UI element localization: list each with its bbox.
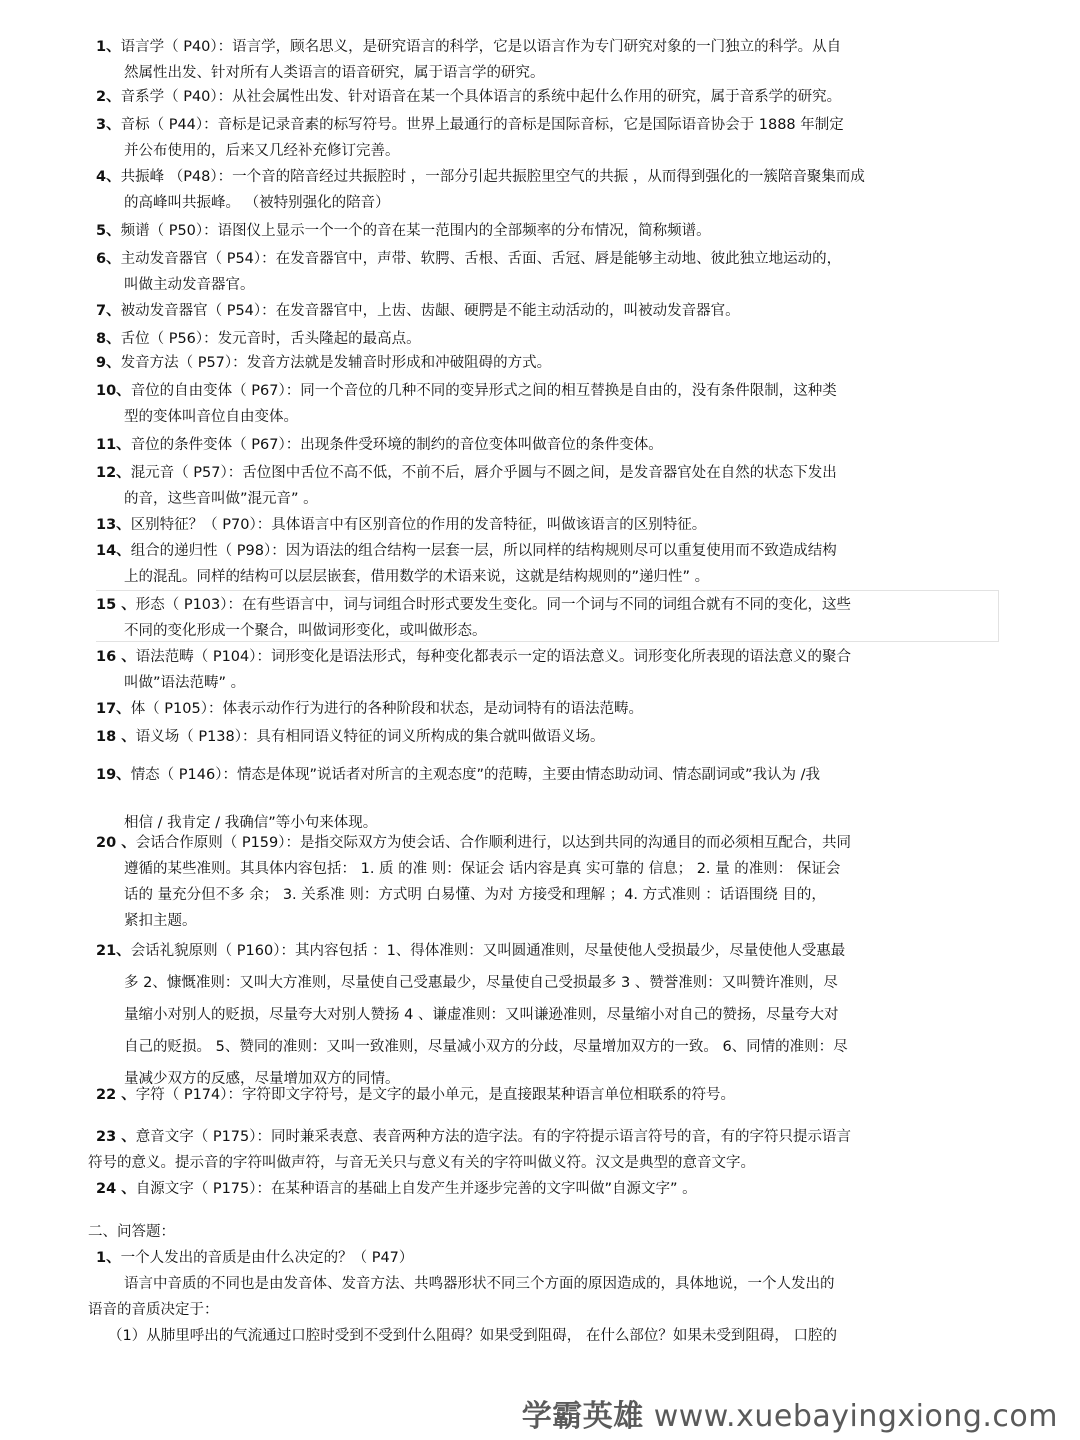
entry-continuation-line: 话的 量充分但不多 余； 3. 关系准 则：方式明 白易懂、为对 方接受和理解 ；4. 方式准则 ：话语围绕 目的，	[124, 887, 826, 903]
entry-text: 音位的自由变体（ P67）：同一个音位的几种不同的变异形式之间的相互替换是自由的，没有条件限制，这种类	[130, 383, 837, 399]
definition-entry	[96, 350, 1001, 376]
entry-number: 13、	[96, 517, 131, 533]
entry-number: 4、	[96, 169, 121, 185]
entry-text: 区别特征？（ P70）：具体语言中有区别音位的作用的发音特征，叫做该语言的区别特征。	[130, 517, 707, 533]
entry-number: 12、	[96, 465, 131, 481]
definition-entry	[96, 830, 1001, 934]
entry-first-line	[96, 1082, 1001, 1108]
entry-number: 23 、	[96, 1129, 136, 1145]
entry-first-line	[96, 938, 1001, 964]
question-1	[88, 1245, 1001, 1349]
entry-continuation-line: 上的混乱。同样的结构可以层层嵌套，借用数学的术语来说，这就是结构规则的”递归性” 。	[124, 569, 710, 585]
entry-continuation-line: 不同的变化形成一个聚合，叫做词形变化，或叫做形态。	[124, 623, 487, 639]
answer-line: 语音的音质决定于：	[88, 1302, 219, 1318]
entry-text: 会话合作原则（ P159）：是指交际双方为使会话、合作顺利进行，以达到共同的沟通目的而必须相互配合，共同	[135, 835, 852, 851]
entry-first-line	[96, 378, 1001, 404]
entry-number: 11、	[96, 437, 131, 453]
definition-entry	[96, 84, 1001, 110]
entry-number: 2、	[96, 89, 121, 105]
definition-entry	[96, 164, 1001, 216]
entry-text: 意音文字（ P175）：同时兼采表意、表音两种方法的造字法。有的字符提示语言符号的音，有的字符只提示语言	[135, 1129, 852, 1145]
entry-first-line	[96, 460, 1001, 486]
entry-number: 3、	[96, 117, 121, 133]
definition-entry	[96, 246, 1001, 298]
entry-number: 22 、	[96, 1087, 136, 1103]
entry-text: 组合的递归性（ P98）：因为语法的组合结构一层套一层，所以同样的结构规则尽可以重复使用而不致造成结构	[130, 543, 837, 559]
entry-text: 会话礼貌原则（ P160）：其内容包括 ：1、得体准则：又叫圆通准则，尽量使他人受损最少，尽量使他人受惠最	[130, 943, 846, 959]
entry-number: 19、	[96, 767, 131, 783]
question-number: 1、	[96, 1250, 121, 1266]
definition-entry	[96, 724, 1001, 750]
entry-first-line	[96, 724, 1001, 750]
entry-continuation-line: 多 2、慷慨准则：又叫大方准则，尽量使自己受惠最少，尽量使自己受损最多 3 、赞誉准则：又叫赞许准则，尽	[124, 975, 838, 991]
entry-number: 14、	[96, 543, 131, 559]
watermark-brand: 学霸英雄	[521, 1399, 644, 1434]
definition-entry	[88, 1124, 1001, 1176]
entry-first-line	[96, 696, 1001, 722]
entry-first-line	[96, 326, 1001, 352]
entry-text: 频谱（ P50）：语图仪上显示一个一个的音在某一范围内的全部频率的分布情况，简称频谱。	[120, 223, 711, 239]
entry-continuation-line: 叫做”语法范畴” 。	[124, 675, 246, 691]
watermark	[521, 1399, 1058, 1434]
entry-text: 被动发音器官（ P54）：在发音器官中，上齿、齿龈、硬腭是不能主动活动的，叫被动发音器官。	[120, 303, 740, 319]
entry-first-line	[96, 644, 1001, 670]
definition-entry	[96, 112, 1001, 164]
entry-continuation-line: 遵循的某些准则。其具体内容包括： 1. 质 的准 则：保证会 话内容是真 实可靠的 信息； 2. 量 的准则： 保证会	[124, 861, 841, 877]
definition-entry	[96, 378, 1001, 430]
entry-first-line	[96, 592, 1001, 618]
entry-continuation-line: 量减少双方的反感，尽量增加双方的同情。	[124, 1071, 400, 1087]
entry-continuation-line: 相信 / 我肯定 / 我确信”等小句来体现。	[124, 815, 378, 831]
entry-number: 18 、	[96, 729, 136, 745]
entry-text: 共振峰 （P48）：一个音的陪音经过共振腔时 ，一部分引起共振腔里空气的共振 ，从而得到强化的一簇陪音聚集而成	[120, 169, 865, 185]
entry-continuation-line: 量缩小对别人的贬损，尽量夸大对别人赞扬 4 、谦虚准则：又叫谦逊准则，尽量缩小对自己的赞扬，尽量夸大对	[124, 1007, 839, 1023]
entry-text: 体（ P105）：体表示动作行为进行的各种阶段和状态，是动词特有的语法范畴。	[130, 701, 643, 717]
entry-first-line	[96, 538, 1001, 564]
entry-continuation-line: 符号的意义。提示音的字符叫做声符，与音无关只与意义有关的字符叫做义符。汉文是典型的意音文字。	[88, 1155, 755, 1171]
entry-number: 20 、	[96, 835, 136, 851]
entry-continuation-line: 紧扣主题。	[124, 913, 197, 929]
entry-number: 9、	[96, 355, 121, 371]
entry-text: 语义场（ P138）：具有相同语义特征的词义所构成的集合就叫做语义场。	[135, 729, 605, 745]
entry-first-line	[96, 512, 1001, 538]
entry-text: 音位的条件变体（ P67）：出现条件受环境的制约的音位变体叫做音位的条件变体。	[130, 437, 663, 453]
definition-entry	[96, 938, 1001, 1092]
entry-number: 16 、	[96, 649, 136, 665]
entry-first-line	[96, 246, 1001, 272]
entry-text: 音系学（ P40）：从社会属性出发、针对语音在某一个具体语言的系统中起什么作用的研究，属于音系学的研究。	[120, 89, 842, 105]
entry-text: 主动发音器官（ P54）：在发音器官中，声带、软腭、舌根、舌面、舌冠、唇是能够主动地、彼此独立地运动的，	[120, 251, 842, 267]
entry-first-line	[96, 350, 1001, 376]
entry-number: 6、	[96, 251, 121, 267]
entry-text: 舌位（ P56）：发元音时，舌头隆起的最高点。	[120, 331, 421, 347]
question-text: 一个人发出的音质是由什么决定的？（ P47）	[120, 1250, 414, 1266]
definition-entry	[96, 1082, 1001, 1108]
entry-text: 字符（ P174）：字符即文字符号，是文字的最小单元，是直接跟某种语言单位相联系的符号。	[135, 1087, 736, 1103]
entry-first-line	[96, 762, 1001, 788]
entry-continuation-line: 然属性出发、针对所有人类语言的语音研究，属于语言学的研究。	[124, 65, 545, 81]
entry-text: 发音方法（ P57）：发音方法就是发辅音时形成和冲破阻碍的方式。	[120, 355, 552, 371]
entry-first-line	[96, 432, 1001, 458]
entry-first-line	[96, 112, 1001, 138]
entry-number: 1、	[96, 39, 121, 55]
entry-number: 24 、	[96, 1181, 136, 1197]
entry-continuation-line: 的高峰叫共振峰。 （被特别强化的陪音）	[124, 195, 390, 211]
definition-entry	[96, 432, 1001, 458]
definition-entry	[96, 326, 1001, 352]
entry-text: 情态（ P146）：情态是体现”说话者对所言的主观态度”的范畴，主要由情态助动词、情态副词或”我认为 /我	[130, 767, 820, 783]
entry-number: 7、	[96, 303, 121, 319]
entry-number: 5、	[96, 223, 121, 239]
entry-first-line	[96, 84, 1001, 110]
entry-first-line	[96, 1124, 1001, 1150]
entry-continuation-line: 自己的贬损。 5、赞同的准则：又叫一致准则，尽量减小双方的分歧，尽量增加双方的一致。 6、同情的准则：尽	[124, 1039, 848, 1055]
answer-item: （1）从肺里呼出的气流通过口腔时受到不受到什么阻碍？如果受到阻碍， 在什么部位？如果未受到阻碍， 口腔的	[108, 1328, 837, 1344]
definition-entry	[96, 696, 1001, 722]
entry-continuation-line: 并公布使用的，后来又几经补充修订完善。	[124, 143, 400, 159]
entry-first-line	[96, 830, 1001, 856]
entry-text: 语言学（ P40）：语言学，顾名思义，是研究语言的科学，它是以语言作为专门研究对象的一门独立的科学。从自	[120, 39, 842, 55]
watermark-url: www.xuebayingxiong.com	[653, 1399, 1058, 1434]
definition-entry	[96, 460, 1001, 512]
definition-entry	[96, 218, 1001, 244]
entry-text: 语法范畴（ P104）：词形变化是语法形式，每种变化都表示一定的语法意义。词形变化所表现的语法意义的聚合	[135, 649, 852, 665]
section-heading: 二、问答题：	[88, 1224, 175, 1240]
entry-first-line	[96, 218, 1001, 244]
entry-text: 混元音（ P57）：舌位图中舌位不高不低，不前不后，唇介乎圆与不圆之间，是发音器官处在自然的状态下发出	[130, 465, 837, 481]
entry-first-line	[96, 34, 1001, 60]
entry-number: 8、	[96, 331, 121, 347]
answer-line: 语言中音质的不同也是由发音体、发音方法、共鸣器形状不同三个方面的原因造成的，具体地说，一个人发出的	[124, 1276, 835, 1292]
entry-first-line	[96, 1176, 1001, 1202]
definition-entry	[96, 34, 1001, 86]
entry-number: 17、	[96, 701, 131, 717]
definition-entry	[96, 512, 1001, 538]
definition-entry	[96, 592, 1001, 644]
entry-first-line	[96, 298, 1001, 324]
definition-entry	[96, 1176, 1001, 1202]
definition-entry	[96, 644, 1001, 696]
definition-entry	[96, 298, 1001, 324]
entry-text: 自源文字（ P175）：在某种语言的基础上自发产生并逐步完善的文字叫做”自源文字” 。	[135, 1181, 697, 1197]
entry-continuation-line: 的音，这些音叫做”混元音” 。	[124, 491, 318, 507]
entry-number: 10、	[96, 383, 131, 399]
entry-continuation-line: 叫做主动发音器官。	[124, 277, 255, 293]
entry-continuation-line: 型的变体叫音位自由变体。	[124, 409, 298, 425]
entry-number: 21、	[96, 943, 131, 959]
entry-text: 形态（ P103）：在有些语言中，词与词组合时形式要发生变化。同一个词与不同的词组合就有不同的变化，这些	[135, 597, 852, 613]
entry-number: 15 、	[96, 597, 136, 613]
definition-entry	[96, 538, 1001, 590]
entry-text: 音标（ P44）：音标是记录音素的标写符号。世界上最通行的音标是国际音标，它是国际语音协会于 1888 年制定	[120, 117, 844, 133]
definition-entry	[96, 762, 1001, 836]
entry-first-line	[96, 164, 1001, 190]
